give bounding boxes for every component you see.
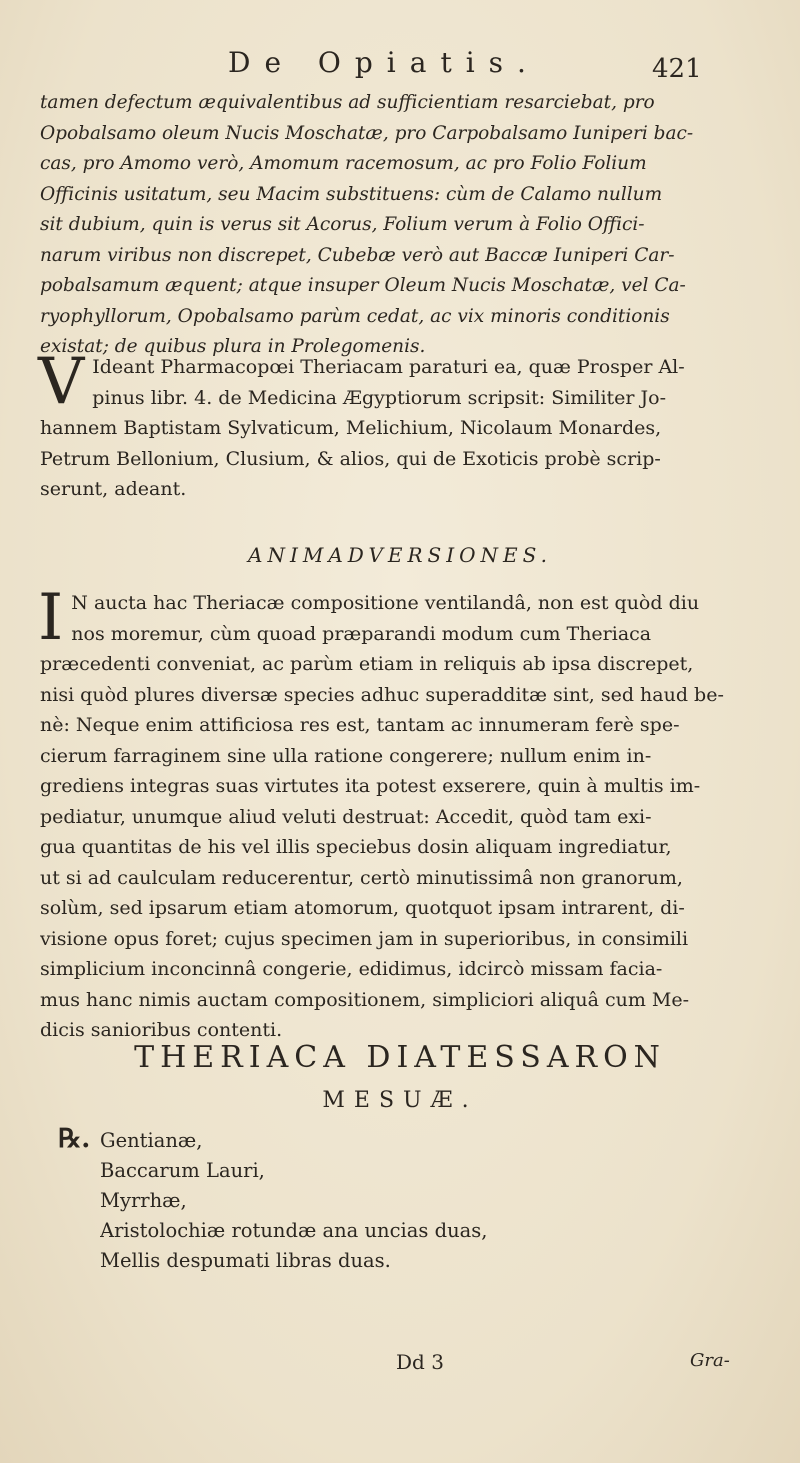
ingredient-item: Mellis despumati libras duas. xyxy=(100,1249,391,1272)
ingredient-item: Aristolochiæ rotundæ ana uncias duas, xyxy=(100,1219,488,1242)
text-line: visione opus foret; cujus specimen jam in superioribus, in consimili xyxy=(40,927,689,950)
paragraph-animadversiones xyxy=(38,581,770,1046)
text-line: nè: Neque enim attificiosa res est, tantam ac innumeram ferè spe- xyxy=(40,714,680,736)
section-heading: ANIMADVERSIONES. xyxy=(248,543,552,567)
text-line: cierum farraginem sine ulla ratione congerere; nullum enim in- xyxy=(40,744,652,767)
text-line: nos moremur, cùm quoad præparandi modum cum Theriaca xyxy=(71,622,652,645)
text-line: narum viribus non discrepet, Cubebæ verò aut Baccæ Iuniperi Car- xyxy=(40,244,675,266)
text-line: grediens integras suas virtutes ita potest exserere, quin à multis im- xyxy=(40,775,701,797)
text-line: ut si ad caulculam reducerentur, certò minutissimâ non granorum, xyxy=(40,866,683,889)
text-line: mus hanc nimis auctam compositionem, simpliciori aliquâ cum Me- xyxy=(40,988,690,1011)
ingredient-item: Gentianæ, xyxy=(100,1129,203,1152)
drop-cap: V xyxy=(38,345,85,419)
ingredient-item: Myrrhæ, xyxy=(100,1189,187,1212)
page-number: 421 xyxy=(652,54,702,84)
text-line: existat; de quibus plura in Prolegomenis. xyxy=(40,336,426,357)
text-line: gua quantitas de his vel illis speciebus dosin aliquam ingrediatur, xyxy=(40,836,672,858)
text-line: simplicium inconcinnâ congerie, edidimus, idcircò missam facia- xyxy=(40,958,663,980)
drop-cap: I xyxy=(38,581,64,655)
signature-mark: Dd 3 xyxy=(396,1350,444,1374)
ingredient-item: Baccarum Lauri, xyxy=(100,1159,265,1182)
running-head xyxy=(0,46,800,86)
text-line: tamen defectum æquivalentibus ad sufficientiam resarciebat, pro xyxy=(40,92,655,113)
text-line: solùm, sed ipsarum etiam atomorum, quotquot ipsam intrarent, di- xyxy=(40,897,685,919)
recipe-title: THERIACA DIATESSARON xyxy=(134,1040,666,1075)
text-line: nisi quòd plures diversæ species adhuc superadditæ sint, sed haud be- xyxy=(40,683,724,706)
text-line: Officinis usitatum, seu Macim substituens: cùm de Calamo nullum xyxy=(40,183,663,205)
text-line: N aucta hac Theriacæ compositione ventilandâ, non est quòd diu xyxy=(71,592,700,614)
rx-symbol: ℞. xyxy=(58,1124,91,1154)
italic-continuation-text xyxy=(40,88,770,363)
text-line: ryophyllorum, Opobalsamo parùm cedat, ac vix minoris conditionis xyxy=(40,305,670,327)
text-line: dicis sanioribus contenti. xyxy=(40,1019,283,1041)
text-line: Petrum Bellonium, Clusium, & alios, qui de Exoticis probè scrip- xyxy=(40,447,661,470)
text-line: cas, pro Amomo verò, Amomum racemosum, ac pro Folio Folium xyxy=(40,153,647,174)
running-title: De Opiatis. xyxy=(228,46,540,79)
text-line: pobalsamum æquent; atque insuper Oleum Nucis Moschatæ, vel Ca- xyxy=(40,275,686,296)
text-line: Opobalsamo oleum Nucis Moschatæ, pro Carpobalsamo Iuniperi bac- xyxy=(40,122,694,144)
text-line: serunt, adeant. xyxy=(40,478,187,500)
text-line: præcedenti conveniat, ac parùm etiam in reliquis ab ipsa discrepet, xyxy=(40,653,694,675)
recipe-author: MESUÆ. xyxy=(322,1088,478,1113)
catchword: Gra- xyxy=(690,1350,730,1371)
ingredient-list xyxy=(100,1126,487,1276)
text-line: Ideant Pharmacopœi Theriacam paraturi ea, quæ Prosper Al- xyxy=(92,356,685,378)
text-line: pinus libr. 4. de Medicina Ægyptiorum scripsit: Similiter Jo- xyxy=(92,386,667,409)
text-line: hannem Baptistam Sylvaticum, Melichium, Nicolaum Monardes, xyxy=(40,417,662,439)
text-line: pediatur, unumque aliud veluti destruat: Accedit, quòd tam exi- xyxy=(40,805,652,828)
text-line: sit dubium, quin is verus sit Acorus, Folium verum à Folio Offici- xyxy=(40,214,645,235)
